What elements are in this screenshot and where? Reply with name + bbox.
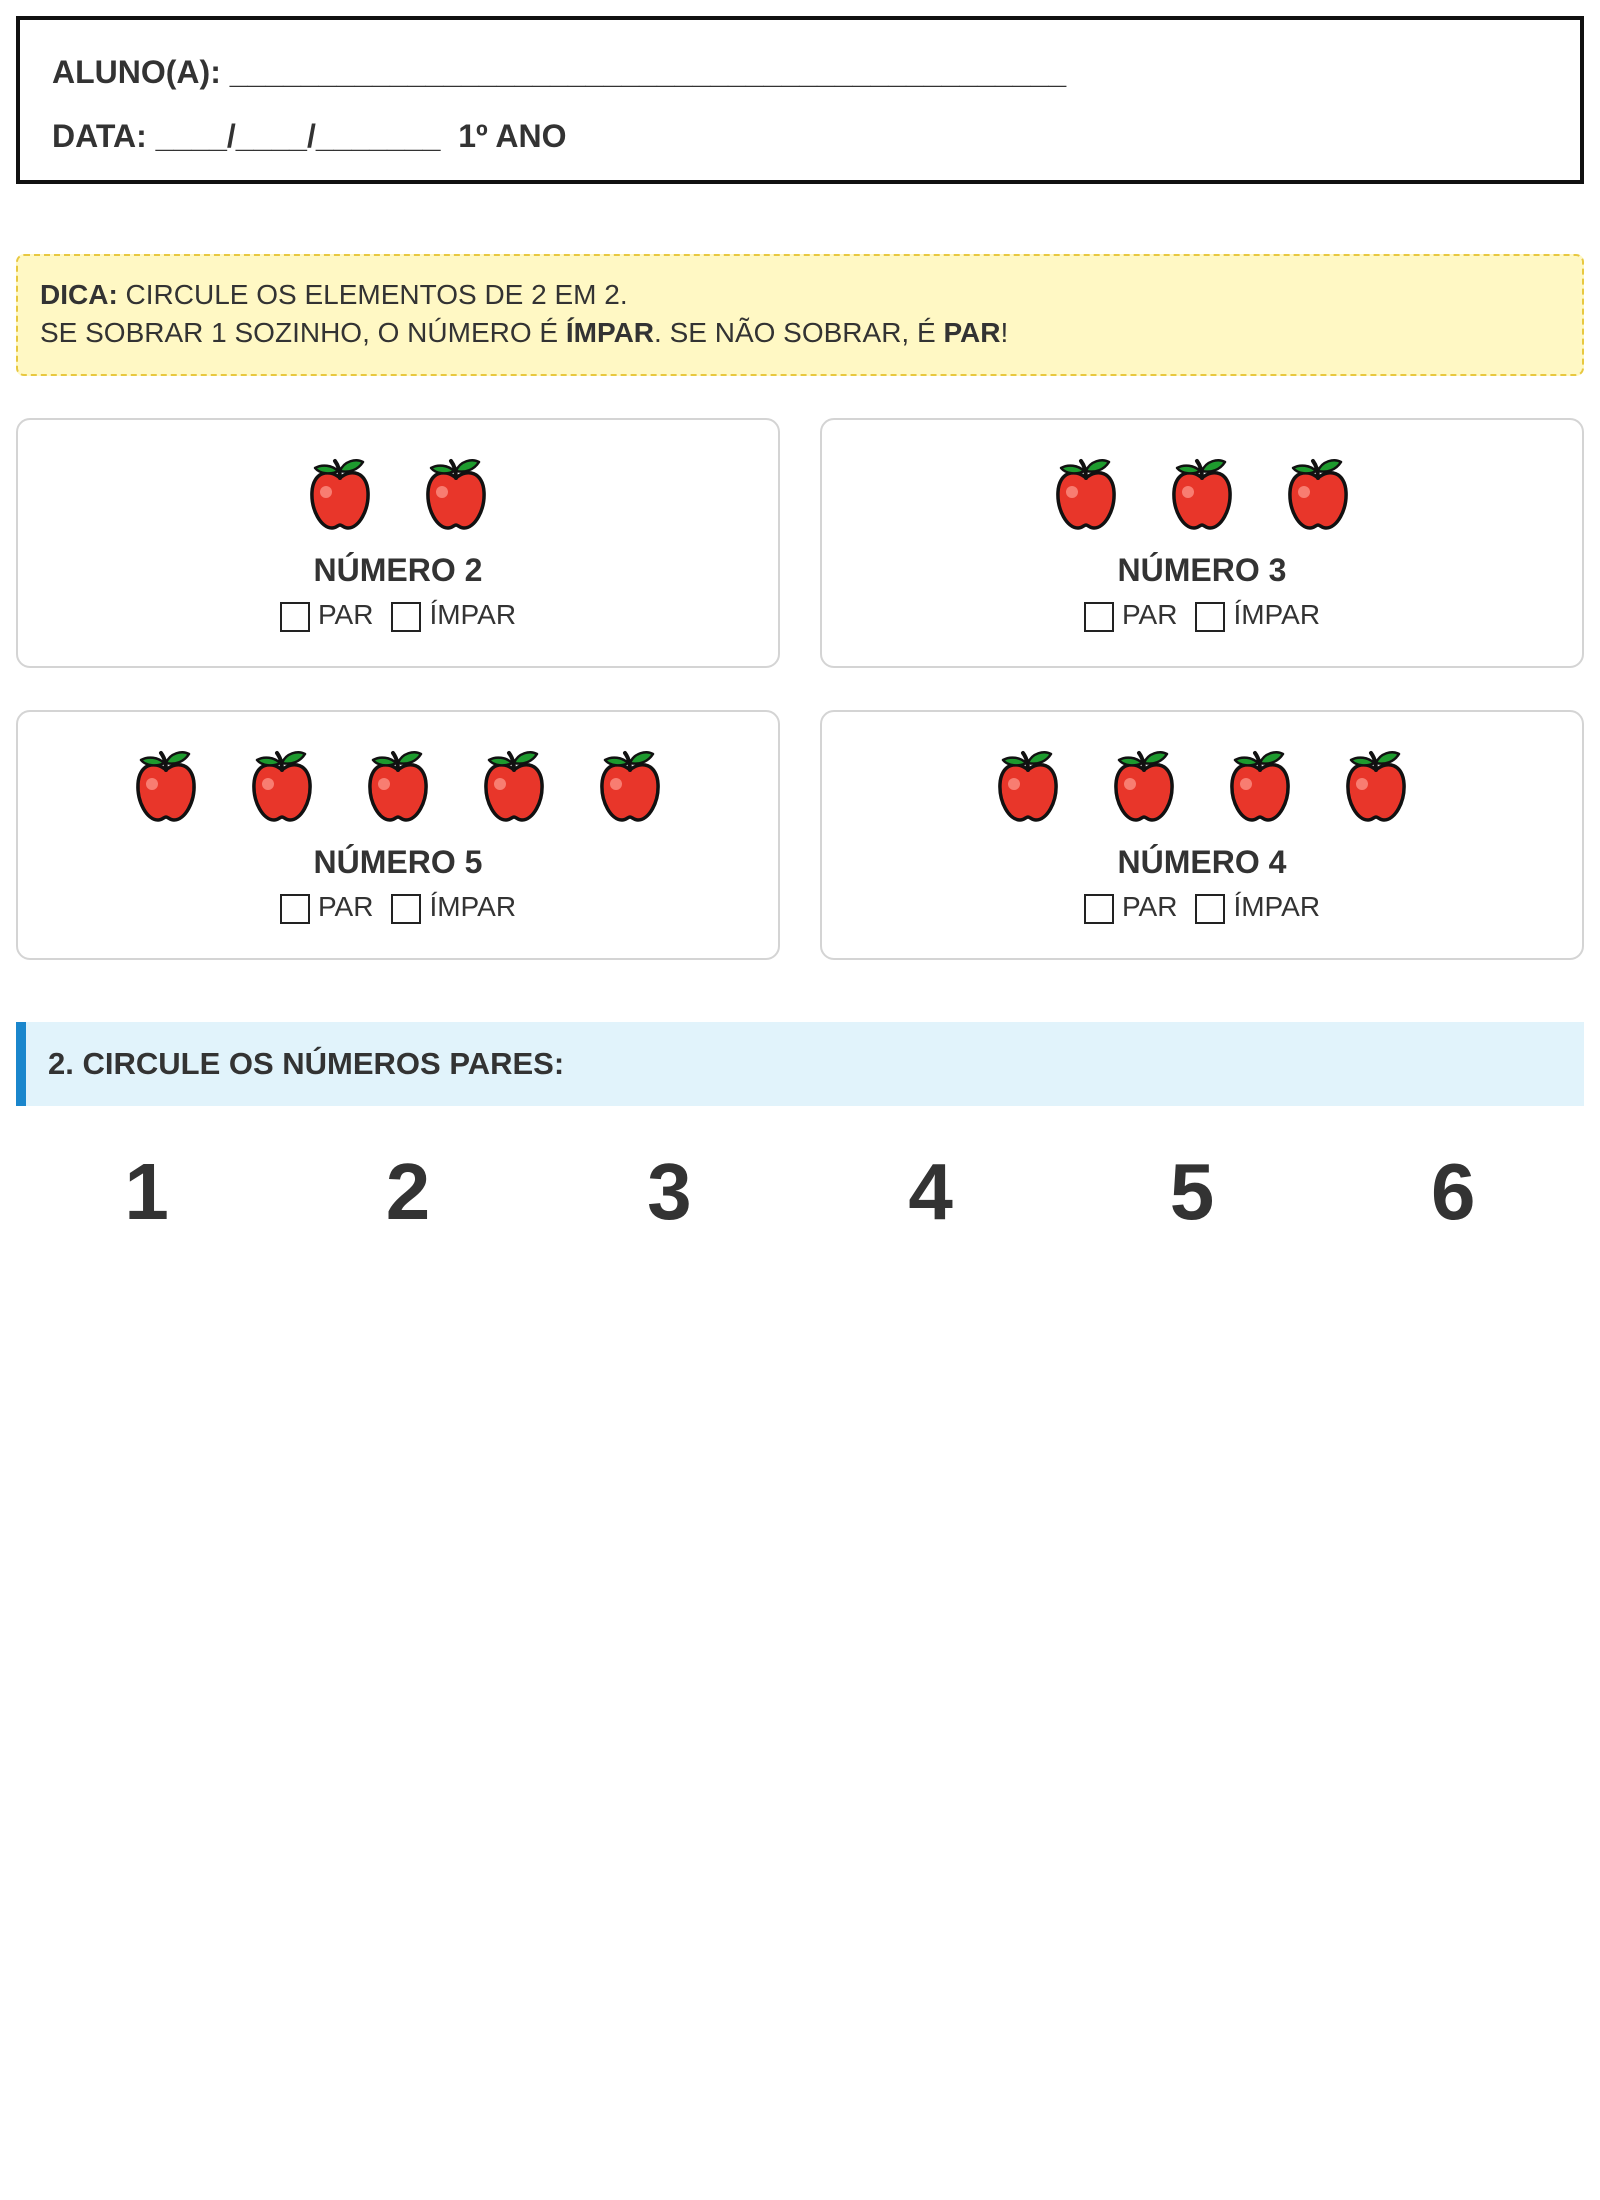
card-options — [822, 890, 1582, 924]
number-option[interactable]: 3 — [647, 1147, 692, 1236]
option-impar[interactable] — [1195, 598, 1320, 632]
par-checkbox[interactable] — [280, 894, 310, 924]
option-par[interactable] — [280, 890, 374, 924]
apple-icon — [1111, 748, 1177, 824]
option-par[interactable] — [1084, 598, 1178, 632]
option-impar[interactable] — [391, 598, 516, 632]
tip-line-1 — [40, 276, 1560, 314]
option-impar[interactable] — [391, 890, 516, 924]
apple-group — [822, 748, 1582, 828]
tip-line2-text-a: SE SOBRAR 1 SOZINHO, O NÚMERO É — [40, 317, 566, 348]
impar-checkbox[interactable] — [1195, 894, 1225, 924]
number-option[interactable]: 5 — [1169, 1147, 1215, 1236]
exercise-card-1 — [16, 418, 780, 668]
impar-label: ÍMPAR — [1233, 599, 1321, 630]
apple-icon — [597, 748, 663, 824]
impar-label: ÍMPAR — [429, 599, 517, 630]
par-checkbox[interactable] — [1084, 894, 1114, 924]
impar-checkbox[interactable] — [391, 894, 421, 924]
apple-icon — [249, 748, 315, 824]
tip-line1-text: CIRCULE OS ELEMENTOS DE 2 EM 2. — [117, 279, 628, 310]
number-option[interactable]: 4 — [908, 1147, 953, 1236]
apple-group — [822, 456, 1582, 536]
tip-line2-text-b: . SE NÃO SOBRAR, É — [654, 317, 944, 348]
impar-label: ÍMPAR — [1233, 891, 1321, 922]
number-option[interactable]: 1 — [124, 1147, 169, 1236]
apple-icon — [133, 748, 199, 824]
impar-checkbox[interactable] — [1195, 602, 1225, 632]
tip-line2-end: ! — [1000, 317, 1009, 348]
option-par[interactable] — [280, 598, 374, 632]
card-options — [822, 598, 1582, 632]
tip-impar-word: ÍMPAR — [565, 317, 655, 348]
apple-icon — [481, 748, 547, 824]
exercise-card-4 — [820, 710, 1584, 960]
impar-label: ÍMPAR — [429, 891, 517, 922]
apple-icon — [1285, 456, 1351, 532]
apple-icon — [423, 456, 489, 532]
apple-group — [18, 748, 778, 828]
card-title: NÚMERO 2 — [313, 552, 483, 588]
apple-icon — [1053, 456, 1119, 532]
par-label: PAR — [317, 599, 374, 630]
card-options — [18, 890, 778, 924]
apple-icon — [1227, 748, 1293, 824]
tip-label: DICA: — [40, 279, 118, 310]
tip-line-2 — [40, 314, 1560, 352]
par-checkbox[interactable] — [280, 602, 310, 632]
par-checkbox[interactable] — [1084, 602, 1114, 632]
apple-icon — [1343, 748, 1409, 824]
apple-icon — [365, 748, 431, 824]
apple-group — [18, 456, 778, 536]
apple-icon — [995, 748, 1061, 824]
card-title: NÚMERO 4 — [1117, 844, 1287, 880]
tip-par-word: PAR — [943, 317, 1001, 348]
apple-icon — [1169, 456, 1235, 532]
student-info-box — [16, 16, 1584, 184]
option-impar[interactable] — [1195, 890, 1320, 924]
numbers-row — [16, 1146, 1584, 1238]
date-grade-line[interactable]: DATA: ____/____/_______ 1º ANO — [52, 118, 567, 154]
par-label: PAR — [1121, 891, 1178, 922]
student-name-line[interactable]: ALUNO(A): _______________________________________________ — [52, 54, 1067, 90]
section-2-heading: 2. CIRCULE OS NÚMEROS PARES: — [16, 1022, 1584, 1106]
number-option[interactable]: 2 — [385, 1147, 431, 1236]
exercise-card-3 — [16, 710, 780, 960]
number-option[interactable]: 6 — [1431, 1147, 1476, 1236]
exercise-card-2 — [820, 418, 1584, 668]
card-options — [18, 598, 778, 632]
card-title: NÚMERO 5 — [313, 844, 483, 880]
card-title: NÚMERO 3 — [1117, 552, 1287, 588]
par-label: PAR — [317, 891, 374, 922]
impar-checkbox[interactable] — [391, 602, 421, 632]
tip-box — [16, 254, 1584, 376]
option-par[interactable] — [1084, 890, 1178, 924]
par-label: PAR — [1121, 599, 1178, 630]
apple-icon — [307, 456, 373, 532]
